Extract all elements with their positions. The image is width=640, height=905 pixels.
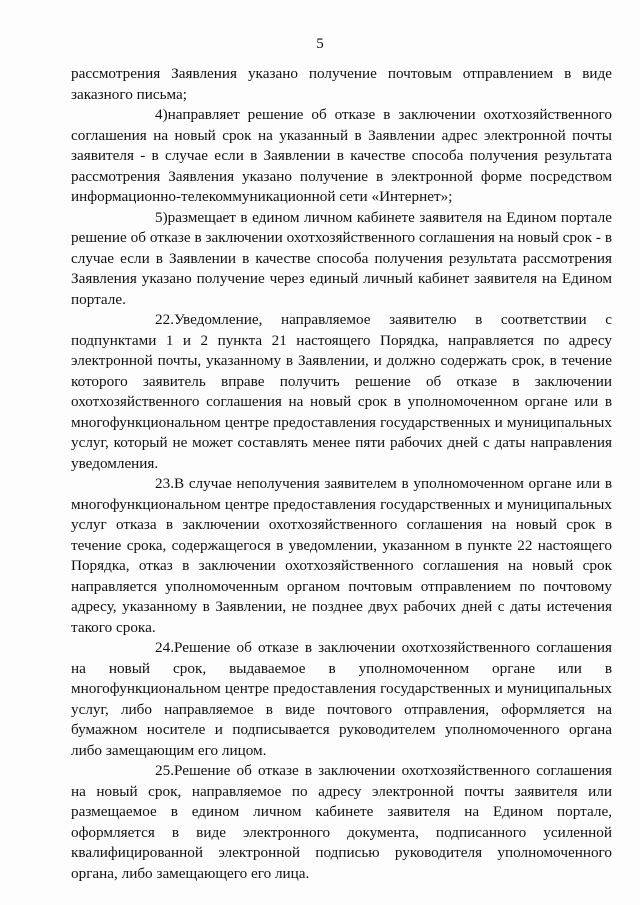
- item-number: 4): [155, 106, 168, 123]
- paragraph-text: Решение об отказе в заключении охотхозяйственного соглашения на новый срок, выдаваемое в уполномоченном органе или в многофункциональном центре предоставления государственных и муниципальных услуг, либо направляемое в виде почтового отправления, оформляется на бумажном носителе и подписывается руководителем уполномоченного органа либо замещающим его лицом.: [71, 639, 612, 759]
- paragraph-continuation: [71, 64, 612, 105]
- paragraph-text: рассмотрения Заявления указано получение почтовым отправлением в виде заказного письма;: [71, 65, 612, 103]
- item-number: 25.: [155, 762, 174, 779]
- paragraph-23: [71, 474, 612, 638]
- paragraph-text: размещает в едином личном кабинете заявителя на Едином портале решение об отказе в заключении охотхозяйственного соглашения на новый срок - в случае если в Заявлении в качестве способа получения результата рассмотрения Заявления указано получение через единый личный кабинет заявителя на Едином портале.: [71, 208, 612, 308]
- paragraph-text: Решение об отказе в заключении охотхозяйственного соглашения на новый срок, направляемое по адресу электронной почты заявителя или размещаемое в едином личном кабинете заявителя на Едином портале, оформляется в виде электронного документа, подписанного усиленной квалифицированной электронной подписью руководителя уполномоченного органа, либо замещающего его лица.: [71, 762, 612, 882]
- paragraph-item-4: [71, 105, 612, 208]
- paragraph-24: [71, 638, 612, 761]
- item-number: 23.: [155, 475, 174, 492]
- page-number: 5: [316, 36, 324, 52]
- paragraph-text: Уведомление, направляемое заявителю в соответствии с подпунктами 1 и 2 пункта 21 настоящего Порядка, направляется по адресу электронной почты, указанному в Заявлении, и должно содержать срок, в течение которого заявитель вправе получить решение об отказе в заключении охотхозяйственного соглашения на новый срок в уполномоченном органе или в многофункциональном центре предоставления государственных и муниципальных услуг, который не может составлять менее пяти рабочих дней с даты направления уведомления.: [71, 311, 612, 472]
- item-number: 22.: [155, 311, 174, 328]
- paragraph-25: [71, 761, 612, 884]
- paragraph-text: В случае неполучения заявителем в уполномоченном органе или в многофункциональном центре предоставления государственных и муниципальных услуг отказа в заключении охотхозяйственного соглашения на новый срок в течение срока, содержащегося в уведомлении, указанном в пункте 22 настоящего Порядка, отказ в заключении охотхозяйственного соглашения на новый срок направляется уполномоченным органом почтовым отправлением по почтовому адресу, указанному в Заявлении, не позднее двух рабочих дней с даты истечения такого срока.: [71, 475, 612, 636]
- document-body: [71, 64, 612, 884]
- paragraph-22: [71, 310, 612, 474]
- item-number: 24.: [155, 639, 174, 656]
- paragraph-item-5: [71, 208, 612, 311]
- paragraph-text: направляет решение об отказе в заключении охотхозяйственного соглашения на новый срок на указанный в Заявлении адрес электронной почты заявителя - в случае если в Заявлении в качестве способа получения результата рассмотрения Заявления указано получение в электронной форме посредством информационно-телекоммуникационной сети «Интернет»;: [71, 106, 612, 205]
- item-number: 5): [155, 208, 168, 226]
